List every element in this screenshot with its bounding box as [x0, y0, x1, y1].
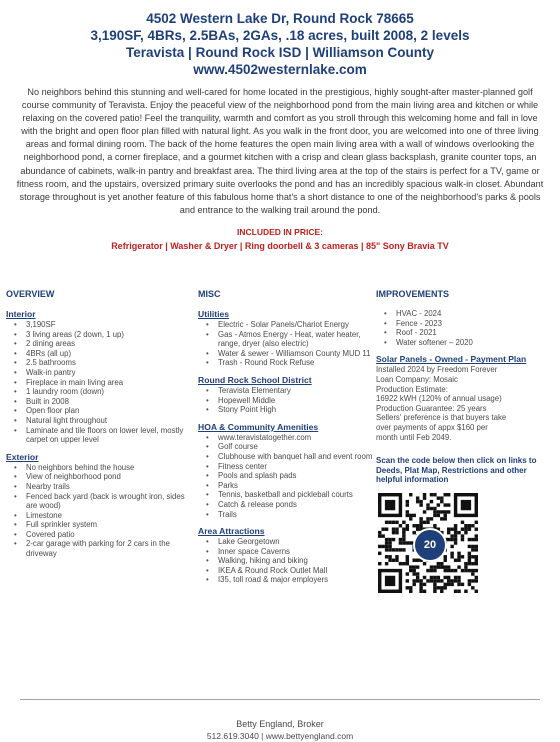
list-item: • Trails: [198, 510, 374, 520]
list-item: • HVAC - 2024: [376, 309, 554, 319]
list-item: • 1 laundry room (down): [6, 387, 196, 397]
list-item: • Tennis, basketball and pickleball courts: [198, 490, 374, 500]
list-item: • Limestone: [6, 511, 196, 521]
list-item: • Water softener – 2020: [376, 338, 554, 348]
solar-detail-line: month until Feb 2049.: [376, 432, 452, 442]
solar-detail-line: Loan Company: Mosaic: [376, 374, 458, 384]
school-district-title: Round Rock School District: [198, 374, 312, 385]
exterior-list: [6, 463, 196, 559]
solar-detail-line: Production Estimate:: [376, 384, 448, 394]
list-item: • Trash - Round Rock Refuse: [198, 358, 374, 368]
list-item: • 4BRs (all up): [6, 349, 196, 359]
list-item: • Golf course: [198, 442, 374, 452]
solar-detail-line: Installed 2024 by Freedom Forever: [376, 365, 498, 375]
utilities-title: Utilities: [198, 309, 230, 319]
address: 4502 Western Lake Dr, Round Rock 78665: [146, 11, 414, 26]
list-item: • Roof - 2021: [376, 328, 554, 338]
qr-code-icon[interactable]: [378, 493, 478, 593]
list-item: • Catch & release ponds: [198, 500, 374, 510]
list-item: • Parks: [198, 481, 374, 491]
property-description: No neighbors behind this stunning and well-cared for home located in the prestigious, highly sought-after master-planned golf course community of Teravista. Enjoy the peaceful view of the neighborhood pond from the main living area and kitchen or while relaxing on the covered patio! Feel the tranquility, warmth and comfort as you stroll through this welcoming home and fall in love with the bright and open floor plan filled with natural light. As you walk in the front door, you are welcomed into one of three living areas and formal dining room. The back of the home features the open main living area with a wall of windows overlooking the neighborhood pond, a corner fireplace, and a gourmet kitchen with a crisp and clean glass backsplash, granite counter tops, an abundance of cabinets, walk-in pantry and breakfast area. The third living area at the top of the stairs is perfect for a TV, game or fitness room, and the upstairs, oversized primary suite overlooks the pond and has an incredibly spacious walk-in closet. Abundant storage throughout is yet another feature of this fabulous home that's a short distance to one of the neighborhood's parks & pools and entrance to the walking trail around the pond.: [16, 87, 544, 215]
solar-detail-line: Sellers' preference is that buyers take: [376, 413, 507, 423]
list-item: • Fence - 2023: [376, 319, 554, 329]
utilities-list: [198, 320, 374, 368]
overview-heading: OVERVIEW: [6, 289, 55, 299]
list-item: • No neighbors behind the house: [6, 463, 196, 473]
list-item: • 3 living areas (2 down, 1 up): [6, 330, 196, 340]
solar-panels-title: Solar Panels - Owned - Payment Plan: [376, 354, 527, 365]
improvements-list: [376, 309, 554, 347]
list-item: • 2 dining areas: [6, 339, 196, 349]
improvements-column: [376, 289, 554, 593]
hoa-list: [198, 433, 374, 519]
solar-detail-line: over payments of appx $160 per: [376, 422, 488, 432]
list-item: • Open floor plan: [6, 406, 196, 416]
misc-heading: MISC: [198, 289, 221, 299]
details-columns: [0, 289, 560, 689]
listing-header: [0, 0, 560, 78]
hoa-title: HOA & Community Amenities: [198, 421, 319, 432]
list-item: • 2.5 bathrooms: [6, 358, 196, 368]
included-title: INCLUDED IN PRICE:: [237, 226, 323, 237]
scan-instructions: Scan the code below then click on links to Deeds, Plat Map, Restrictions and other helpful information: [376, 456, 537, 485]
broker-name: Betty England, Broker: [236, 719, 324, 729]
list-item: • Hopewell Middle: [198, 396, 374, 406]
misc-column: [198, 289, 374, 585]
solar-details: [376, 365, 554, 442]
broker-contact[interactable]: 512.619.3040 | www.bettyengland.com: [206, 731, 354, 741]
list-item: • Laminate and tile floors on lower level, mostly carpet on upper level: [6, 426, 196, 445]
list-item: • Water & sewer - Williamson County MUD 11: [198, 349, 374, 359]
list-item: • Fenced back yard (back is wrought iron, sides are wood): [6, 492, 196, 511]
list-item: • Clubhouse with banquet hall and event room: [198, 452, 374, 462]
included-in-price: [0, 227, 560, 253]
interior-title: Interior: [6, 309, 36, 319]
interior-list: [6, 320, 196, 445]
list-item: • Built in 2008: [6, 397, 196, 407]
listing-website[interactable]: www.4502westernlake.com: [193, 62, 367, 77]
list-item: • 3,190SF: [6, 320, 196, 330]
list-item: • Teravista Elementary: [198, 386, 374, 396]
area-attractions-title: Area Attractions: [198, 526, 265, 537]
included-items: Refrigerator | Washer & Dryer | Ring doorbell & 3 cameras | 85" Sony Bravia TV: [111, 240, 449, 251]
list-item: • Walking, hiking and biking: [198, 556, 374, 566]
list-item: • I35, toll road & major employers: [198, 575, 374, 585]
list-item: • Lake Georgetown: [198, 537, 374, 547]
list-item: • View of neighborhood pond: [6, 472, 196, 482]
list-item: • Inner space Caverns: [198, 547, 374, 557]
area-attractions-list: [198, 537, 374, 585]
list-item: • Gas - Atmos Energy - Heat, water heater, range, dryer (also electric): [198, 330, 374, 349]
list-item: • www.teravistatogether.com: [198, 433, 374, 443]
solar-detail-line: Production Guarantee: 25 years: [376, 403, 487, 413]
list-item: • Electric - Solar Panels/Chariot Energy: [198, 320, 374, 330]
overview-column: [6, 289, 196, 559]
list-item: • Walk-in pantry: [6, 368, 196, 378]
solar-detail-line: 16922 kWH (120% of annual usage): [376, 394, 502, 404]
list-item: • Fitness center: [198, 462, 374, 472]
list-item: • IKEA & Round Rock Outlet Mall: [198, 566, 374, 576]
list-item: • Pools and splash pads: [198, 471, 374, 481]
improvements-heading: IMPROVEMENTS: [376, 289, 450, 299]
exterior-title: Exterior: [6, 451, 39, 462]
list-item: • Fireplace in main living area: [6, 378, 196, 388]
schools-list: [198, 386, 374, 415]
footer-divider: [20, 699, 540, 700]
community-summary: Teravista | Round Rock ISD | Williamson County: [126, 45, 434, 60]
list-item: • Covered patio: [6, 530, 196, 540]
property-summary: 3,190SF, 4BRs, 2.5BAs, 2GAs, .18 acres, built 2008, 2 levels: [90, 28, 470, 43]
list-item: • Full sprinkler system: [6, 520, 196, 530]
list-item: • Natural light throughout: [6, 416, 196, 426]
qr-logo-badge: 20: [413, 528, 447, 562]
list-item: • Nearby trails: [6, 482, 196, 492]
list-item: • Stony Point High: [198, 405, 374, 415]
list-item: • 2-car garage with parking for 2 cars in the driveway: [6, 539, 196, 558]
